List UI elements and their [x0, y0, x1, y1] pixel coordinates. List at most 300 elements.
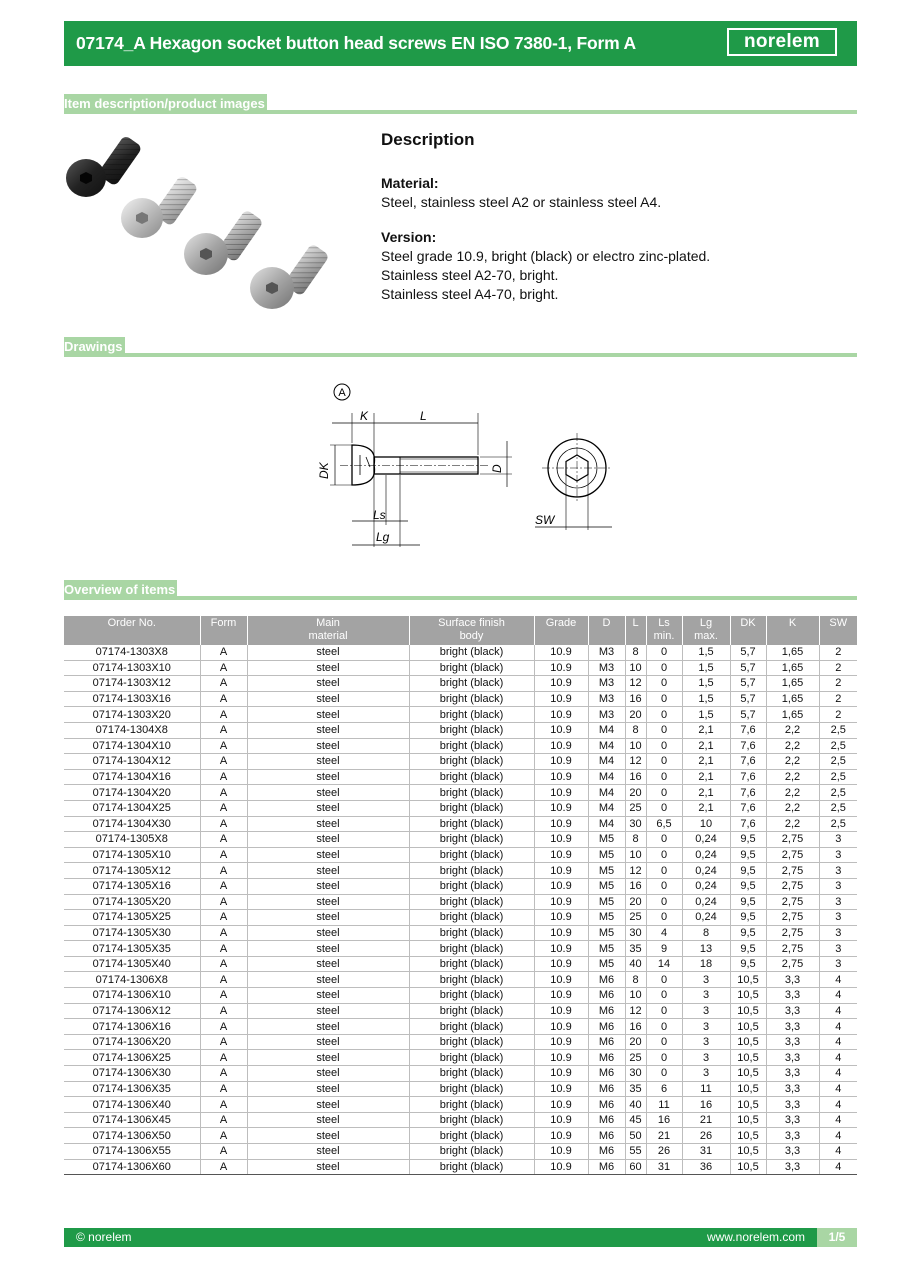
table-cell: A — [200, 1019, 247, 1035]
table-cell: 10.9 — [534, 1128, 588, 1144]
version-line: Stainless steel A2-70, bright. — [381, 267, 559, 283]
table-cell: bright (black) — [409, 645, 534, 660]
table-cell: 1,5 — [682, 645, 730, 660]
table-cell: M6 — [588, 1097, 625, 1113]
table-cell: bright (black) — [409, 910, 534, 926]
table-cell: steel — [247, 1034, 409, 1050]
table-cell: bright (black) — [409, 1066, 534, 1082]
table-cell: 10,5 — [730, 1159, 766, 1175]
table-cell: bright (black) — [409, 691, 534, 707]
table-cell: 10.9 — [534, 816, 588, 832]
table-cell: 3,3 — [766, 1097, 819, 1113]
table-body — [64, 645, 857, 1175]
dim-l-label: L — [420, 409, 427, 423]
table-row — [64, 1081, 857, 1097]
table-cell: 10.9 — [534, 1066, 588, 1082]
description-block — [381, 128, 851, 304]
table-cell: 07174-1304X16 — [64, 769, 200, 785]
table-cell: 0 — [646, 878, 682, 894]
table-cell: 07174-1303X10 — [64, 660, 200, 676]
table-cell: bright (black) — [409, 972, 534, 988]
table-cell: 3,3 — [766, 1003, 819, 1019]
table-cell: 21 — [646, 1128, 682, 1144]
table-cell: M4 — [588, 754, 625, 770]
table-cell: M5 — [588, 847, 625, 863]
table-cell: A — [200, 1081, 247, 1097]
table-cell: A — [200, 878, 247, 894]
table-cell: steel — [247, 1097, 409, 1113]
table-row — [64, 738, 857, 754]
table-cell: 07174-1305X12 — [64, 863, 200, 879]
table-cell: 2,75 — [766, 894, 819, 910]
table-cell: 0,24 — [682, 894, 730, 910]
table-cell: 10.9 — [534, 832, 588, 848]
technical-drawing — [300, 375, 630, 560]
table-cell: bright (black) — [409, 988, 534, 1004]
table-cell: 3 — [682, 972, 730, 988]
table-row — [64, 1128, 857, 1144]
table-cell: 10.9 — [534, 1050, 588, 1066]
table-row — [64, 785, 857, 801]
table-cell: 07174-1305X25 — [64, 910, 200, 926]
table-cell: 9,5 — [730, 941, 766, 957]
table-cell: bright (black) — [409, 1003, 534, 1019]
table-cell: 16 — [625, 769, 646, 785]
table-row — [64, 722, 857, 738]
table-row — [64, 832, 857, 848]
table-cell: A — [200, 988, 247, 1004]
table-cell: 10,5 — [730, 972, 766, 988]
table-cell: bright (black) — [409, 894, 534, 910]
table-cell: 07174-1306X10 — [64, 988, 200, 1004]
table-cell: 0 — [646, 769, 682, 785]
table-cell: steel — [247, 769, 409, 785]
table-cell: M5 — [588, 832, 625, 848]
column-header — [588, 616, 625, 645]
table-cell: steel — [247, 1159, 409, 1175]
table-cell: 07174-1304X8 — [64, 722, 200, 738]
table-cell: 10.9 — [534, 800, 588, 816]
table-cell: bright (black) — [409, 1128, 534, 1144]
table-cell: 07174-1304X12 — [64, 754, 200, 770]
table-cell: M6 — [588, 1050, 625, 1066]
dim-d-label: D — [490, 464, 504, 473]
table-cell: steel — [247, 1019, 409, 1035]
table-cell: 5,7 — [730, 660, 766, 676]
table-cell: 0 — [646, 754, 682, 770]
table-cell: 07174-1306X40 — [64, 1097, 200, 1113]
table-cell: 26 — [646, 1144, 682, 1160]
table-cell: 2,5 — [819, 800, 857, 816]
table-cell: 6 — [646, 1081, 682, 1097]
table-cell: 2,1 — [682, 769, 730, 785]
table-cell: 1,5 — [682, 691, 730, 707]
table-cell: 10 — [625, 847, 646, 863]
table-cell: 0,24 — [682, 847, 730, 863]
table-cell: A — [200, 1034, 247, 1050]
table-cell: bright (black) — [409, 707, 534, 723]
table-cell: 7,6 — [730, 754, 766, 770]
table-cell: A — [200, 1050, 247, 1066]
items-table — [64, 616, 857, 1175]
table-cell: bright (black) — [409, 754, 534, 770]
table-cell: 10.9 — [534, 925, 588, 941]
screw-a2 — [184, 209, 264, 275]
table-cell: M4 — [588, 785, 625, 801]
table-cell: 3,3 — [766, 1159, 819, 1175]
column-header-line: Main — [316, 617, 340, 629]
table-cell: 3 — [682, 988, 730, 1004]
table-cell: 26 — [682, 1128, 730, 1144]
table-cell: 16 — [682, 1097, 730, 1113]
section-title: Overview of items — [64, 580, 177, 600]
table-cell: 10.9 — [534, 1144, 588, 1160]
table-cell: 3 — [819, 847, 857, 863]
table-cell: A — [200, 691, 247, 707]
table-cell: 9,5 — [730, 878, 766, 894]
table-cell: 10.9 — [534, 941, 588, 957]
table-row — [64, 878, 857, 894]
column-header — [730, 616, 766, 645]
table-cell: A — [200, 832, 247, 848]
column-header-line: Form — [210, 617, 237, 629]
table-cell: A — [200, 660, 247, 676]
table-cell: bright (black) — [409, 1097, 534, 1113]
table-cell: steel — [247, 956, 409, 972]
table-cell: A — [200, 1066, 247, 1082]
page-number: 1/5 — [817, 1228, 857, 1247]
table-cell: bright (black) — [409, 785, 534, 801]
table-row — [64, 910, 857, 926]
table-cell: steel — [247, 832, 409, 848]
table-cell: 07174-1303X8 — [64, 645, 200, 660]
table-cell: 3 — [682, 1034, 730, 1050]
table-cell: M6 — [588, 1034, 625, 1050]
table-cell: 9,5 — [730, 894, 766, 910]
table-cell: bright (black) — [409, 832, 534, 848]
table-row — [64, 660, 857, 676]
table-cell: 4 — [819, 1050, 857, 1066]
table-cell: A — [200, 800, 247, 816]
table-cell: bright (black) — [409, 1019, 534, 1035]
table-cell: A — [200, 941, 247, 957]
table-cell: 07174-1304X20 — [64, 785, 200, 801]
table-cell: 3 — [682, 1066, 730, 1082]
table-cell: 2,2 — [766, 800, 819, 816]
table-cell: 16 — [625, 691, 646, 707]
table-cell: 30 — [625, 925, 646, 941]
table-cell: 0 — [646, 988, 682, 1004]
dim-ls-label: Ls — [373, 508, 386, 522]
table-cell: 3 — [819, 894, 857, 910]
table-row — [64, 707, 857, 723]
table-cell: M5 — [588, 956, 625, 972]
table-row — [64, 1034, 857, 1050]
table-cell: bright (black) — [409, 722, 534, 738]
table-cell: 4 — [819, 972, 857, 988]
table-cell: 2,2 — [766, 785, 819, 801]
section-drawings — [64, 333, 857, 357]
table-cell: 10.9 — [534, 691, 588, 707]
table-cell: 2,1 — [682, 800, 730, 816]
table-cell: 9,5 — [730, 956, 766, 972]
table-cell: 60 — [625, 1159, 646, 1175]
table-cell: steel — [247, 878, 409, 894]
table-cell: bright (black) — [409, 1159, 534, 1175]
table-cell: M6 — [588, 1128, 625, 1144]
table-cell: 10.9 — [534, 660, 588, 676]
website-link[interactable]: www.norelem.com — [706, 1230, 805, 1244]
table-cell: 7,6 — [730, 722, 766, 738]
table-cell: 0,24 — [682, 878, 730, 894]
table-cell: 07174-1304X10 — [64, 738, 200, 754]
table-cell: 55 — [625, 1144, 646, 1160]
table-cell: A — [200, 738, 247, 754]
table-cell: 8 — [682, 925, 730, 941]
table-cell: steel — [247, 910, 409, 926]
table-cell: 3,3 — [766, 972, 819, 988]
table-cell: 2,75 — [766, 910, 819, 926]
table-row — [64, 645, 857, 660]
table-cell: 13 — [682, 941, 730, 957]
table-row — [64, 676, 857, 692]
table-row — [64, 1050, 857, 1066]
column-header-line: Lg — [699, 617, 713, 629]
table-cell: 2,5 — [819, 785, 857, 801]
table-cell: M4 — [588, 816, 625, 832]
table-cell: steel — [247, 738, 409, 754]
table-cell: A — [200, 1097, 247, 1113]
version-label: Version: — [381, 229, 437, 245]
table-cell: A — [200, 925, 247, 941]
table-cell: 10.9 — [534, 785, 588, 801]
table-cell: 8 — [625, 972, 646, 988]
table-cell: 10 — [682, 816, 730, 832]
table-cell: 2 — [819, 645, 857, 660]
table-cell: steel — [247, 707, 409, 723]
table-cell: 50 — [625, 1128, 646, 1144]
material-label: Material: — [381, 175, 439, 191]
table-cell: 3 — [682, 1019, 730, 1035]
table-cell: 0 — [646, 1003, 682, 1019]
table-cell: 4 — [819, 1159, 857, 1175]
table-cell: bright (black) — [409, 1034, 534, 1050]
column-header-line: max. — [694, 630, 718, 642]
table-cell: 35 — [625, 1081, 646, 1097]
table-cell: 12 — [625, 754, 646, 770]
table-cell: 07174-1305X16 — [64, 878, 200, 894]
table-cell: M3 — [588, 660, 625, 676]
column-header-line: L — [632, 617, 639, 629]
page-footer — [64, 1228, 857, 1247]
table-cell: 0 — [646, 707, 682, 723]
table-row — [64, 1019, 857, 1035]
table-cell: 07174-1303X20 — [64, 707, 200, 723]
section-title: Drawings — [64, 337, 125, 357]
table-cell: steel — [247, 676, 409, 692]
table-cell: 1,5 — [682, 676, 730, 692]
screw-head — [352, 445, 375, 485]
table-cell: M5 — [588, 878, 625, 894]
table-cell: A — [200, 722, 247, 738]
table-cell: 5,7 — [730, 645, 766, 660]
table-cell: 20 — [625, 894, 646, 910]
table-row — [64, 894, 857, 910]
logo-text: norelem — [743, 31, 820, 52]
table-cell: A — [200, 816, 247, 832]
table-cell: 9,5 — [730, 847, 766, 863]
table-cell: 07174-1305X35 — [64, 941, 200, 957]
table-cell: 2,2 — [766, 769, 819, 785]
table-cell: 10.9 — [534, 754, 588, 770]
table-cell: 10 — [625, 738, 646, 754]
table-cell: 07174-1306X25 — [64, 1050, 200, 1066]
table-cell: 2,5 — [819, 816, 857, 832]
table-cell: 45 — [625, 1112, 646, 1128]
table-cell: 8 — [625, 645, 646, 660]
table-cell: 3 — [819, 910, 857, 926]
page-title: 07174_A Hexagon socket button head screws EN ISO 7380-1, Form A — [76, 33, 636, 53]
table-row — [64, 1097, 857, 1113]
table-cell: 4 — [819, 1034, 857, 1050]
column-header — [64, 616, 200, 645]
form-label: A — [338, 387, 346, 399]
table-row — [64, 847, 857, 863]
table-cell: 36 — [682, 1159, 730, 1175]
table-cell: 2 — [819, 660, 857, 676]
table-cell: bright (black) — [409, 738, 534, 754]
table-cell: steel — [247, 1128, 409, 1144]
table-cell: M3 — [588, 645, 625, 660]
table-cell: 4 — [819, 988, 857, 1004]
table-row — [64, 769, 857, 785]
table-cell: bright (black) — [409, 816, 534, 832]
table-cell: M5 — [588, 925, 625, 941]
table-cell: 10.9 — [534, 1097, 588, 1113]
table-cell: 3,3 — [766, 1112, 819, 1128]
page-header — [64, 21, 857, 66]
table-cell: steel — [247, 894, 409, 910]
table-cell: 4 — [819, 1081, 857, 1097]
table-cell: 07174-1303X16 — [64, 691, 200, 707]
table-cell: A — [200, 1112, 247, 1128]
column-header — [625, 616, 646, 645]
table-cell: A — [200, 676, 247, 692]
table-cell: 10.9 — [534, 878, 588, 894]
table-cell: 3 — [819, 941, 857, 957]
table-cell: A — [200, 894, 247, 910]
table-row — [64, 863, 857, 879]
table-cell: 3,3 — [766, 1050, 819, 1066]
dim-dk-label: DK — [317, 462, 331, 479]
table-cell: 20 — [625, 707, 646, 723]
table-cell: steel — [247, 988, 409, 1004]
table-cell: 0 — [646, 1066, 682, 1082]
column-header-line: Order No. — [107, 617, 156, 629]
material-text: Steel, stainless steel A2 or stainless steel A4. — [381, 194, 662, 210]
table-cell: steel — [247, 1081, 409, 1097]
section-rule — [64, 596, 857, 600]
table-cell: steel — [247, 972, 409, 988]
table-cell: 07174-1305X8 — [64, 832, 200, 848]
table-cell: 0 — [646, 676, 682, 692]
table-cell: A — [200, 972, 247, 988]
table-cell: 7,6 — [730, 769, 766, 785]
table-cell: 0 — [646, 847, 682, 863]
table-cell: A — [200, 1128, 247, 1144]
table-cell: 4 — [819, 1112, 857, 1128]
table-cell: 0 — [646, 1034, 682, 1050]
table-cell: steel — [247, 1003, 409, 1019]
table-cell: 1,65 — [766, 691, 819, 707]
table-row — [64, 972, 857, 988]
table-cell: A — [200, 1159, 247, 1175]
table-cell: 20 — [625, 785, 646, 801]
table-cell: bright (black) — [409, 1081, 534, 1097]
table-cell: 4 — [819, 1003, 857, 1019]
table-cell: bright (black) — [409, 769, 534, 785]
table-cell: 2,75 — [766, 847, 819, 863]
table-cell: 10,5 — [730, 1128, 766, 1144]
table-row — [64, 925, 857, 941]
table-cell: steel — [247, 847, 409, 863]
table-cell: 07174-1306X55 — [64, 1144, 200, 1160]
table-cell: steel — [247, 925, 409, 941]
table-cell: A — [200, 863, 247, 879]
table-cell: 10 — [625, 660, 646, 676]
table-cell: 10 — [625, 988, 646, 1004]
table-row — [64, 816, 857, 832]
table-cell: 4 — [819, 1066, 857, 1082]
table-cell: 2 — [819, 707, 857, 723]
version-line: Steel grade 10.9, bright (black) or electro zinc-plated. — [381, 248, 711, 264]
table-cell: 07174-1306X8 — [64, 972, 200, 988]
column-header — [247, 616, 409, 645]
table-cell: 14 — [646, 956, 682, 972]
table-cell: 0,24 — [682, 910, 730, 926]
table-cell: 1,5 — [682, 660, 730, 676]
table-row — [64, 988, 857, 1004]
table-cell: 10.9 — [534, 1019, 588, 1035]
table-cell: steel — [247, 941, 409, 957]
table-cell: 07174-1306X60 — [64, 1159, 200, 1175]
table-cell: 0,24 — [682, 863, 730, 879]
table-cell: 2 — [819, 691, 857, 707]
table-cell: 40 — [625, 1097, 646, 1113]
table-cell: 3,3 — [766, 1081, 819, 1097]
dim-sw-label: SW — [535, 513, 555, 527]
screw-zinc — [121, 175, 199, 238]
table-cell: 7,6 — [730, 738, 766, 754]
table-cell: 7,6 — [730, 785, 766, 801]
table-cell: A — [200, 910, 247, 926]
table-cell: 2,5 — [819, 738, 857, 754]
table-cell: M6 — [588, 1081, 625, 1097]
table-cell: 16 — [625, 878, 646, 894]
table-cell: 07174-1306X16 — [64, 1019, 200, 1035]
table-cell: 10,5 — [730, 988, 766, 1004]
table-cell: 3,3 — [766, 1128, 819, 1144]
table-cell: 07174-1306X35 — [64, 1081, 200, 1097]
table-header-row — [64, 616, 857, 645]
table-cell: steel — [247, 1144, 409, 1160]
table-cell: 0 — [646, 785, 682, 801]
table-cell: 10.9 — [534, 1112, 588, 1128]
table-cell: 10.9 — [534, 972, 588, 988]
table-cell: 07174-1306X20 — [64, 1034, 200, 1050]
table-cell: 0 — [646, 1019, 682, 1035]
column-header — [682, 616, 730, 645]
